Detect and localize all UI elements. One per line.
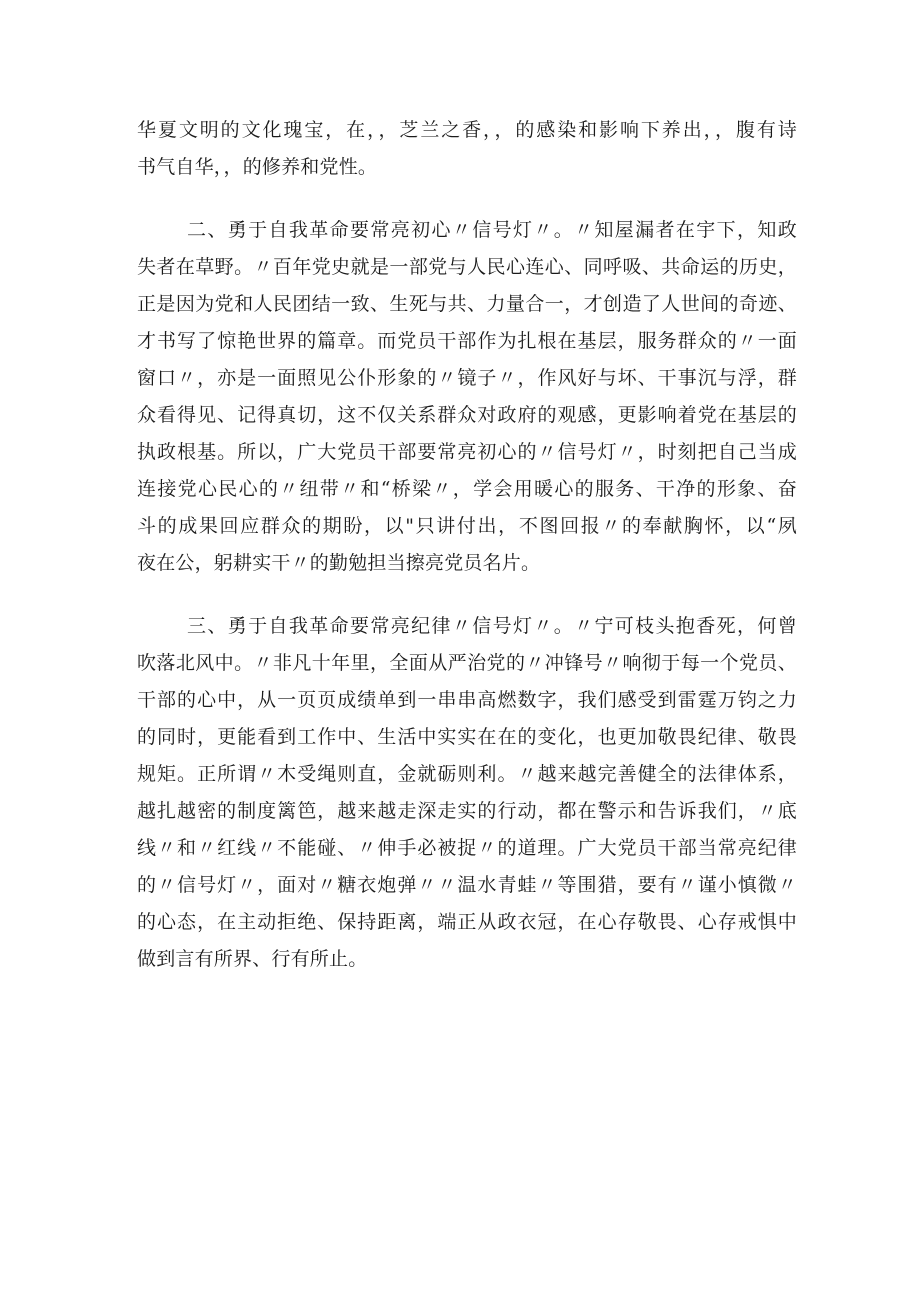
paragraph-line: 越扎越密的制度篱笆，越来越走深走实的行动，都在警示和告诉我们，〃底	[137, 800, 797, 822]
paragraph-line: 三、勇于自我革命要常亮纪律〃信号灯〃。〃宁可枝头抱香死，何曾	[187, 615, 797, 637]
paragraph-line: 书气自华，，的修养和党性。	[137, 156, 378, 178]
paragraph-line: 众看得见、记得真切，这不仅关系群众对政府的观感，更影响着党在基层的	[137, 404, 797, 426]
paragraph-line: 窗口〃，亦是一面照见公仆形象的〃镜子〃，作风好与坏、干事沉与浮，群	[137, 367, 797, 389]
paragraph-line: 斗的成果回应群众的期盼，以"只讲付出，不图回报〃的奉献胸怀，以“夙	[137, 515, 797, 537]
paragraph-line: 失者在草野。〃百年党史就是一部党与人民心连心、同呼吸、共命运的历史，	[137, 256, 797, 278]
paragraph-line: 干部的心中，从一页页成绩单到一串串高燃数字，我们感受到雷霆万钧之力	[137, 689, 797, 711]
paragraph-line: 线〃和〃红线〃不能碰、〃伸手必被捉〃的道理。广大党员干部当常亮纪律	[137, 837, 797, 859]
paragraph-line: 才书写了惊艳世界的篇章。而党员干部作为扎根在基层，服务群众的〃一面	[137, 330, 797, 352]
paragraph-line: 执政根基。所以，广大党员干部要常亮初心的〃信号灯〃，时刻把自己当成	[137, 441, 797, 463]
paragraph-line: 的〃信号灯〃，面对〃糖衣炮弹〃〃温水青蛙〃等围猎，要有〃谨小慎微〃	[137, 874, 797, 896]
paragraph-3	[137, 608, 797, 978]
paragraph-2	[137, 212, 797, 582]
paragraph-line: 的同时，更能看到工作中、生活中实实在在的变化，也更加敬畏纪律、敬畏	[137, 726, 797, 748]
paragraph-line: 做到言有所界、行有所止。	[137, 948, 368, 970]
paragraph-line: 华夏文明的文化瑰宝，在，，芝兰之香，，的感染和影响下养出，，腹有诗	[137, 119, 797, 141]
paragraph-line: 二、勇于自我革命要常亮初心〃信号灯〃。〃知屋漏者在宇下，知政	[187, 219, 797, 241]
paragraph-line: 的心态，在主动拒绝、保持距离，端正从政衣冠，在心存敬畏、心存戒惧中	[137, 911, 797, 933]
paragraph-line: 连接党心民心的〃纽带〃和“桥梁〃，学会用暖心的服务、干净的形象、奋	[137, 478, 797, 500]
paragraph-line: 夜在公，躬耕实干〃的勤勉担当擦亮党员名片。	[137, 552, 541, 574]
document-page	[137, 112, 797, 978]
paragraph-line: 正是因为党和人民团结一致、生死与共、力量合一，才创造了人世间的奇迹、	[137, 293, 797, 315]
paragraph-1	[137, 112, 797, 186]
paragraph-line: 吹落北风中。〃非凡十年里，全面从严治党的〃冲锋号〃响彻于每一个党员、	[137, 652, 797, 674]
paragraph-line: 规矩。正所谓〃木受绳则直，金就砺则利。〃越来越完善健全的法律体系，	[137, 763, 797, 785]
